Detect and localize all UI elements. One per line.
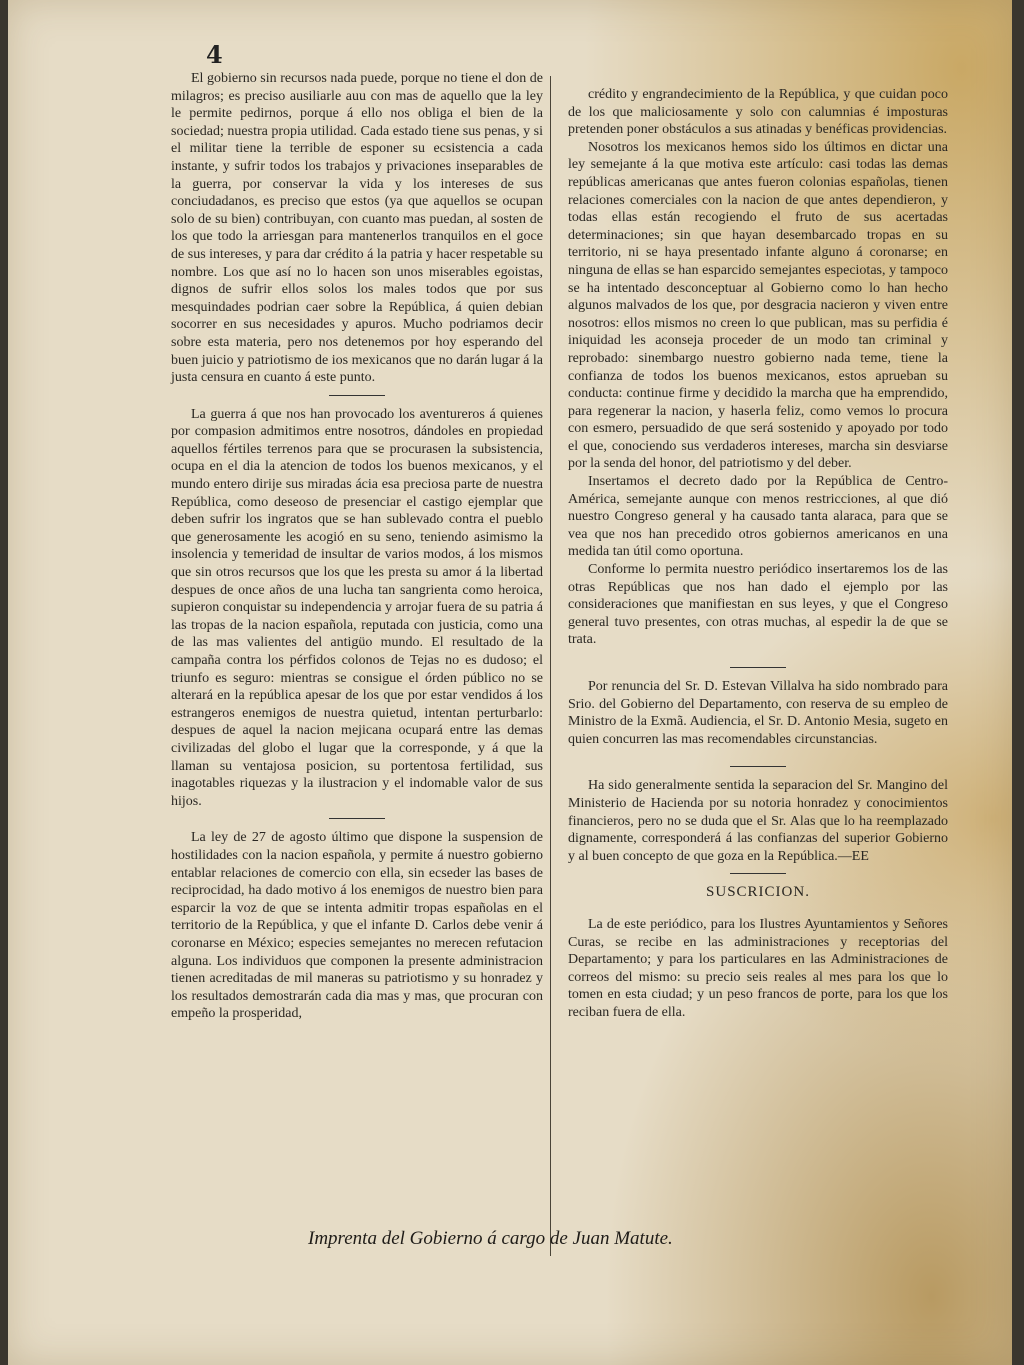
column-divider: [550, 76, 551, 1256]
section-rule: [329, 818, 385, 819]
article-paragraph: La ley de 27 de agosto último que dispone la suspension de hostilidades con la nacion española, y permite á nuestro gobierno entablar relaciones de comercio con ella, sin ecseder las bases de reciprocidad, ha dado motivo á los enemigos de nuestro bien para esparcir la voz de que se intenta admitir tropas españolas en el territorio de la República, y que el infante D. Carlos debe venir á coronarse en México; especies semejantes no merecen refutacion alguna. Los individuos que componen la presente administracion tienen acreditadas de mil maneras su patriotismo y su honradez y los resultados demostrarán cada dia mas y mas, que procuran con empeño la prosperidad,: [171, 830, 543, 1022]
printer-imprint: Imprenta del Gobierno á cargo de Juan Matute.: [308, 1228, 673, 1249]
article-paragraph: Nosotros los mexicanos hemos sido los últimos en dictar una ley semejante á la que motiva este artículo: casi todas las demas repúblicas americanas que antes fueron colonias españolas, tienen relaciones comerciales con la nacion de que antes dependieron, y todas ellas están recogiendo el fruto de sus acertadas determinaciones; sin que hayan desembarcado tropas en su territorio, ni se haya presentado infante alguno á coronarse; en ninguna de ellas se han esparcido semejantes especiotas, y tampoco se ha intentado desconceptuar al Gobierno como lo han hecho algunos malvados de los que, por desgracia nacieron y viven entre nosotros: ellos mismos no creen lo que publican, mas su perfidia é iniquidad les aconseja proceder de un modo tan criminal y reprobado: sinembargo nuestro gobierno nada teme, tiene la confianza de todos los buenos mexicanos, estos aprueban su conducta: continue firme y decidido la marcha que ha emprendido, para regenerar la nacion, y haserla feliz, como vemos lo procura con esmero, persuadido de que será sostenido y apoyado por todo el que, conociendo sus verdaderos intereses, marcha sin desviarse por la senda del honor, del patriotismo y del deber.: [568, 139, 948, 472]
article-paragraph: crédito y engrandecimiento de la República, y que cuidan poco de los que maliciosamente y solo con calumnias é imposturas pretenden poner obstáculos a sus atinadas y benéficas providencias.: [568, 87, 948, 138]
left-column: [171, 70, 543, 1023]
notice-paragraph: Por renuncia del Sr. D. Estevan Villalva ha sido nombrado para Srio. del Gobierno del Departamento, con reserva de su empleo de Ministro de la Exmã. Audiencia, el Sr. D. Antonio Mesia, sugeto en quien concurren las mas recomendables circunstancias.: [568, 679, 948, 747]
article-paragraph: Insertamos el decreto dado por la República de Centro-América, semejante aunque con menos restricciones, al que dió nuestro Congreso general y ha causado tanta alaraca, para que se vea que nos han precedido otros gobiernos americanos en una medida tan útil como oportuna.: [568, 474, 948, 560]
page-number: 4: [206, 40, 223, 69]
section-rule: [730, 766, 786, 767]
article-paragraph: El gobierno sin recursos nada puede, porque no tiene el don de milagros; es preciso ausiliarle auu con mas de aquello que la ley le permite pedirnos, porque á ello nos obliga el bien de la sociedad; nuestra propia utilidad. Cada estado tiene sus penas, y si el militar tiene la terrible de esponer su ecsistencia a cada instante, y sufrir todos los trabajos y privaciones inseparables de la guerra, por conservar la vida y los intereses de sus conciudadanos, es preciso que estos (ya que aquellos se ocupan solo de su bien) contribuyan, con cuanto mas puedan, al sosten de los que todo la arriesgan para mantenerlos tranquilos en el goce de sus intereses, y para dar crédito á la patria y hacer respetable su nombre. Los que así no lo hacen son unos miserables egoistas, dignos de sufrir ellos solos los males todos que por sus mesquindades podrian caer sobre la República, á quien debian socorrer en sus necesidades y apuros. Mucho podriamos decir sobre esta materia, pero nos detenemos por hoy esperando del buen juicio y patriotismo de ios mexicanos que no darán lugar á la justa censura en cuanto á este punto.: [171, 71, 543, 386]
section-rule: [730, 873, 786, 874]
subscription-heading: SUSCRICION.: [706, 884, 810, 901]
newspaper-page: [8, 0, 1012, 1365]
article-paragraph: La guerra á que nos han provocado los aventureros á quienes por compasion admitimos entre nosotros, dándoles en propiedad aquellos fértiles terrenos para que se procurasen la subsistencia, ocupa en el dia la atencion de todos los buenos mexicanos, y el mundo entero dirije sus miradas ácia esa preciosa parte de nuestra República, como deseoso de presenciar el castigo ejemplar que deben sufrir los ingratos que se han sublevado contra el pueblo que generosamente les acogió en su seno, teniendo asimismo la insolencia y temeridad de insultar de varios modos, á los mismos que sin otros recursos que los que les presta su amor á la libertad despues de once años de una lucha tan sangrienta como heroica, supieron conquistar su independencia y arrojar fuera de su patria á las tropas de la nacion española, reputada con justicia, como una de las mas valientes del antigüo mundo. El resultado de la campaña contra los pérfidos colonos de Tejas no es dudoso; el triunfo es seguro: mientras se consigue el órden público no se alterará en la república apesar de los que por estar vendidos á los estrangeros enemigos de nuestra quietud, intentan perturbarlo: despues de aquel la nacion mejicana ocupará entre las demas civilizadas del globo el lugar que la corresponde, y á que la llaman su ventajosa posicion, su portentosa fertilidad, sus inagotables riquezas y la ilustracion y el indomable valor de sus hijos.: [171, 406, 543, 809]
article-paragraph: Conforme lo permita nuestro periódico insertaremos los de las otras Repúblicas que nos han dado el ejemplo por las consideraciones que manifiestan en sus leyes, y que el Congreso general tuvo presentes, con otras muchas, al espedir la de que se trata.: [568, 562, 948, 648]
subscription-paragraph: La de este periódico, para los Ilustres Ayuntamientos y Señores Curas, se recibe en las administraciones y receptorias del Departamento; y para los particulares en las Administraciones de correos del mismo: su precio seis reales al mes para los que lo tomen en esta ciudad; y un peso francos de porte, para los que los reciban fuera de ella.: [568, 916, 948, 1020]
notice-paragraph: Ha sido generalmente sentida la separacion del Sr. Mangino del Ministerio de Hacienda por su notoria honradez y conocimientos financieros, pero no se duda que el Sr. Alas que lo ha reemplazado dignamente, corresponderá á las confianzas del superior Gobierno y al buen concepto de que goza en la República.—EE: [568, 778, 948, 864]
section-rule: [329, 395, 385, 396]
right-column: [568, 86, 948, 1022]
section-rule: [730, 667, 786, 668]
